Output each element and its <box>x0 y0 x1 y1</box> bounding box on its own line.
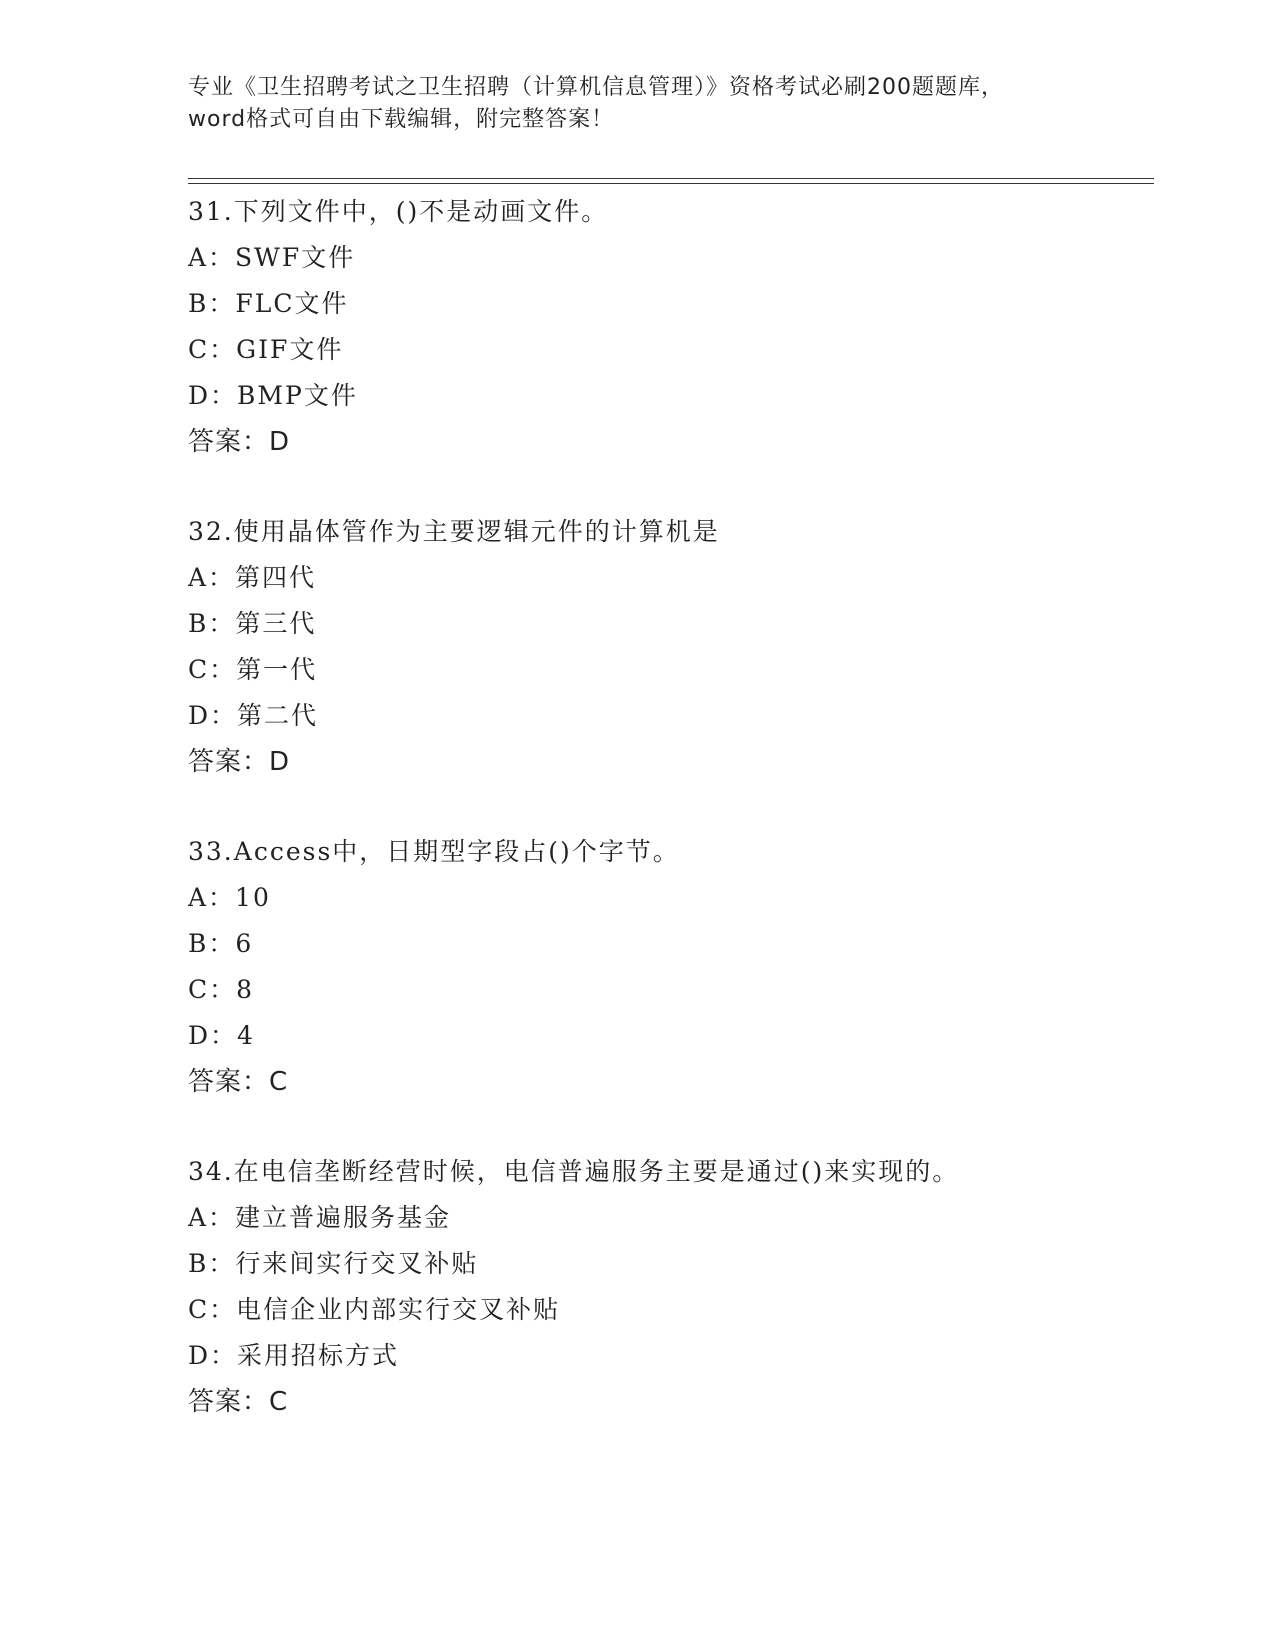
option-c: C：电信企业内部实行交叉补贴 <box>188 1295 561 1324</box>
answer: 答案：C <box>188 1387 289 1417</box>
header-line-1: 专业《卫生招聘考试之卫生招聘（计算机信息管理）》资格考试必刷200题题库， <box>188 75 1004 100</box>
option-d: D：第二代 <box>188 701 319 730</box>
question-31 <box>188 189 1168 465</box>
option-d: D：采用招标方式 <box>188 1341 400 1370</box>
option-a: A：第四代 <box>188 563 317 592</box>
answer: 答案：C <box>188 1067 289 1097</box>
answer: 答案：D <box>188 427 291 457</box>
question-33 <box>188 829 1168 1105</box>
option-b: B：行来间实行交叉补贴 <box>188 1249 479 1278</box>
option-a: A：建立普遍服务基金 <box>188 1203 452 1232</box>
option-b: B：FLC文件 <box>188 289 349 318</box>
question-stem: 33.Access中，日期型字段占()个字节。 <box>188 837 680 866</box>
question-34 <box>188 1149 1168 1425</box>
question-stem: 34.在电信垄断经营时候，电信普遍服务主要是通过()来实现的。 <box>188 1157 960 1186</box>
header-divider-bottom <box>188 183 1154 184</box>
option-a: A：SWF文件 <box>188 243 356 272</box>
option-c: C：8 <box>188 975 255 1004</box>
option-b: B：第三代 <box>188 609 317 638</box>
option-c: C：第一代 <box>188 655 318 684</box>
answer: 答案：D <box>188 747 291 777</box>
document-header <box>188 72 1088 136</box>
option-b: B：6 <box>188 929 254 958</box>
option-a: A：10 <box>188 883 271 912</box>
option-d: D：BMP文件 <box>188 381 358 410</box>
question-stem: 32.使用晶体管作为主要逻辑元件的计算机是 <box>188 517 720 546</box>
header-line-2: word格式可自由下载编辑，附完整答案！ <box>188 107 615 132</box>
question-32 <box>188 509 1168 785</box>
question-stem: 31.下列文件中，()不是动画文件。 <box>188 197 609 226</box>
option-c: C：GIF文件 <box>188 335 344 364</box>
option-d: D：4 <box>188 1021 255 1050</box>
header-divider-top <box>188 178 1154 179</box>
